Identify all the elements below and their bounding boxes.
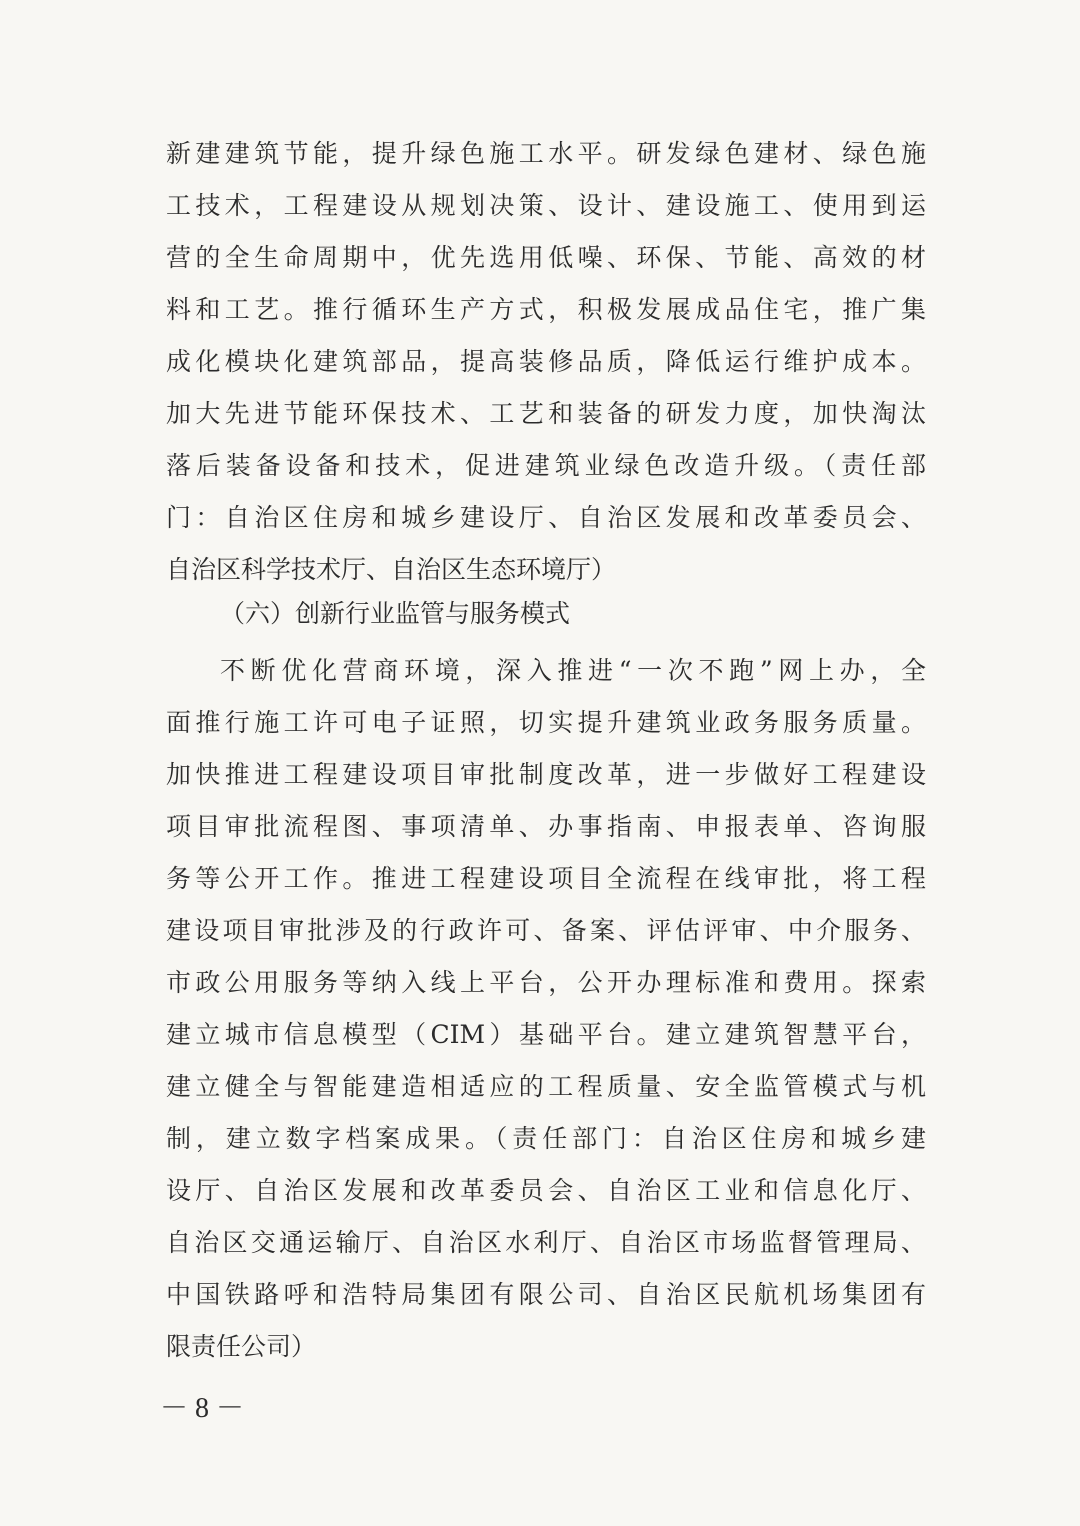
paragraph-line: 建立健全与智能建造相适应的工程质量、安全监管模式与机 bbox=[166, 1072, 926, 1101]
paragraph-regulation-service bbox=[166, 645, 926, 1373]
paragraph-line: 工技术，工程建设从规划决策、设计、建设施工、使用到运 bbox=[166, 191, 926, 220]
paragraph-line: 自治区交通运输厅、自治区水利厅、自治区市场监督管理局、 bbox=[166, 1228, 926, 1257]
paragraph-line: 项目审批流程图、事项清单、办事指南、申报表单、咨询服 bbox=[166, 812, 926, 841]
section-heading: （六）创新行业监管与服务模式 bbox=[220, 599, 571, 628]
paragraph-line: 门：自治区住房和城乡建设厅、自治区发展和改革委员会、 bbox=[166, 503, 926, 532]
paragraph-line: 建设项目审批涉及的行政许可、备案、评估评审、中介服务、 bbox=[166, 916, 926, 945]
paragraph-line: 建立城市信息模型（CIM）基础平台。建立建筑智慧平台， bbox=[166, 1020, 926, 1049]
paragraph-line: 营的全生命周期中，优先选用低噪、环保、节能、高效的材 bbox=[166, 243, 926, 272]
paragraph-line: 制，建立数字档案成果。（责任部门：自治区住房和城乡建 bbox=[166, 1124, 926, 1153]
paragraph-line: 面推行施工许可电子证照，切实提升建筑业政务服务质量。 bbox=[166, 708, 926, 737]
paragraph-line: 限责任公司） bbox=[166, 1332, 317, 1361]
paragraph-line: 务等公开工作。推进工程建设项目全流程在线审批，将工程 bbox=[166, 864, 926, 893]
paragraph-line: 自治区科学技术厅、自治区生态环境厅） bbox=[166, 555, 617, 584]
page-number: － 8 － bbox=[160, 1393, 245, 1424]
paragraph-line: 成化模块化建筑部品，提高装修品质，降低运行维护成本。 bbox=[166, 347, 926, 376]
paragraph-line: 市政公用服务等纳入线上平台，公开办理标准和费用。探索 bbox=[166, 968, 926, 997]
paragraph-line: 中国铁路呼和浩特局集团有限公司、自治区民航机场集团有 bbox=[166, 1280, 926, 1309]
paragraph-line: 落后装备设备和技术，促进建筑业绿色改造升级。（责任部 bbox=[166, 451, 926, 480]
paragraph-line: 设厅、自治区发展和改革委员会、自治区工业和信息化厅、 bbox=[166, 1176, 926, 1205]
paragraph-line: 不断优化营商环境，深入推进“一次不跑”网上办，全 bbox=[220, 656, 926, 685]
paragraph-line: 加快推进工程建设项目审批制度改革，进一步做好工程建设 bbox=[166, 760, 926, 789]
paragraph-green-construction bbox=[166, 128, 926, 596]
paragraph-line: 新建建筑节能，提升绿色施工水平。研发绿色建材、绿色施 bbox=[166, 139, 926, 168]
paragraph-line: 料和工艺。推行循环生产方式，积极发展成品住宅，推广集 bbox=[166, 295, 926, 324]
paragraph-line: 加大先进节能环保技术、工艺和装备的研发力度，加快淘汰 bbox=[166, 399, 926, 428]
